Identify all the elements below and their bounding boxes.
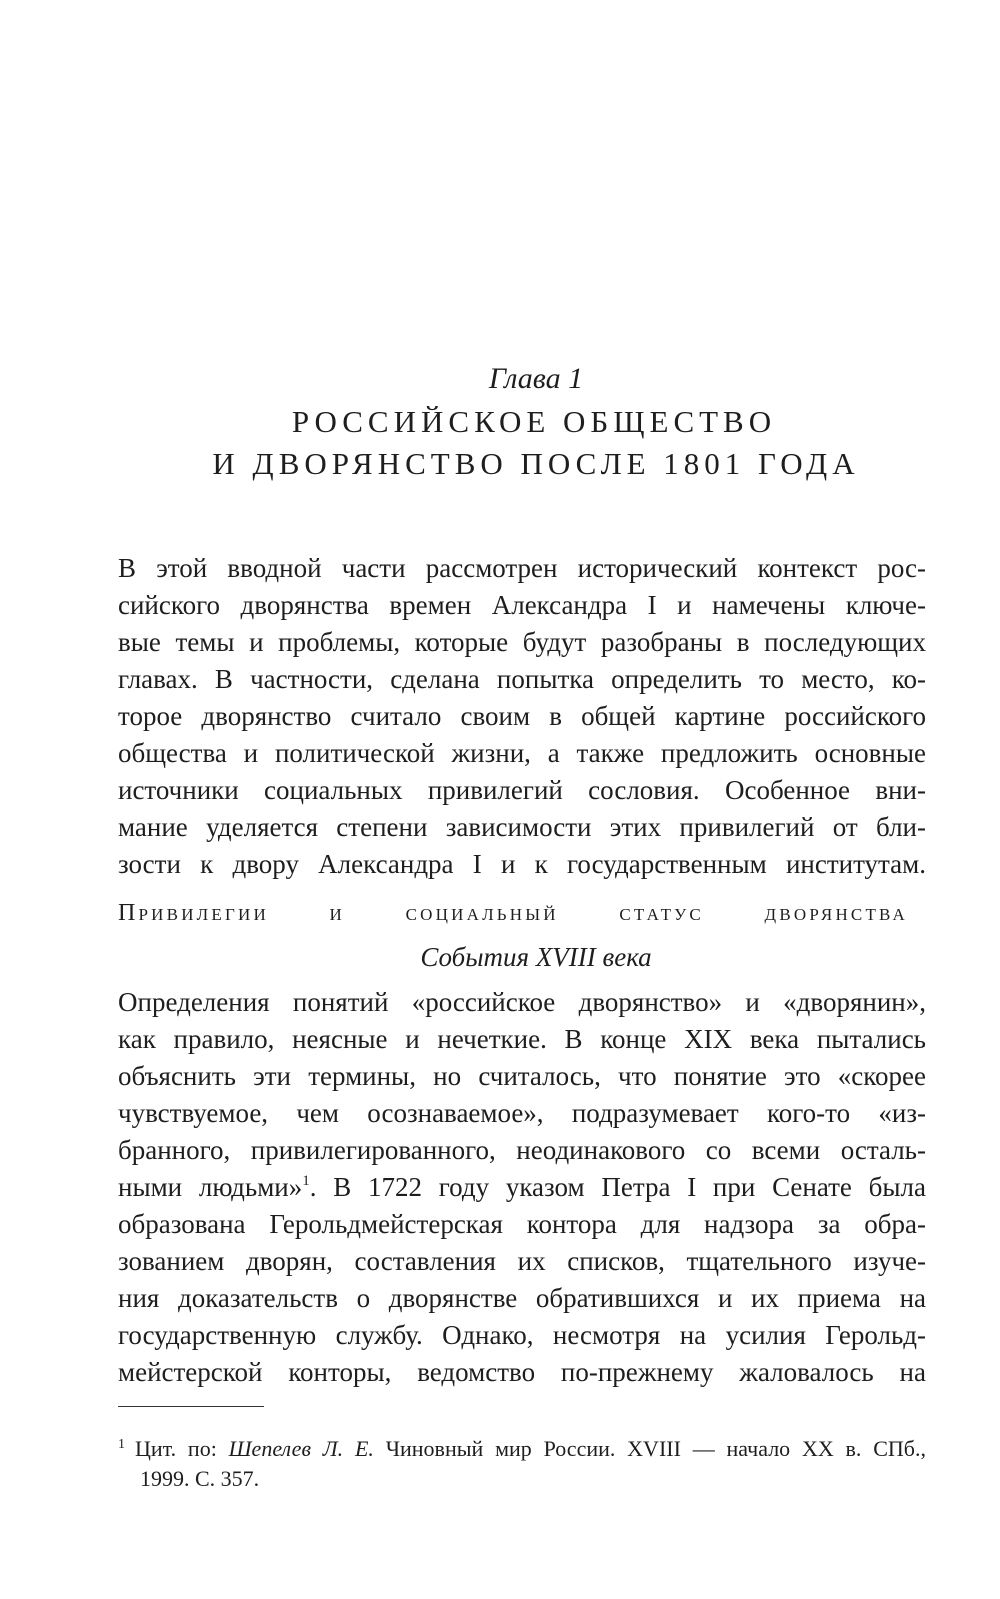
text-line: мание уделяется степени зависимости этих привилегий от бли- xyxy=(118,812,926,842)
text-line: В этой вводной части рассмотрен исторический контекст рос- xyxy=(118,553,926,583)
footnote-number: 1 xyxy=(118,1437,125,1452)
section-subheading: События XVIII века xyxy=(420,942,652,972)
text-line-with-footnote xyxy=(118,1169,926,1206)
section-heading: Привилегии и социальный статус дворянства xyxy=(118,900,908,926)
text-line: вые темы и проблемы, которые будут разобраны в последующих xyxy=(118,627,926,657)
text-line: как правило, неясные и нечеткие. В конце XIX века пытались xyxy=(118,1024,926,1054)
footnote-divider xyxy=(118,1406,264,1407)
body-paragraph xyxy=(118,984,926,1391)
intro-paragraph xyxy=(118,550,926,883)
footnote-line-1 xyxy=(118,1434,926,1464)
text-line: Определения понятий «российское дворянство» и «дворянин», xyxy=(118,987,926,1017)
text-line: источники социальных привилегий сословия. Особенное вни- xyxy=(118,775,926,805)
text-line: зости к двору Александра I и к государственным институтам. xyxy=(118,849,926,879)
chapter-title-line-1: РОССИЙСКОЕ ОБЩЕСТВО xyxy=(291,404,777,439)
text-line: ния доказательств о дворянстве обратившихся и их приема на xyxy=(118,1283,926,1313)
chapter-title-line-2: И ДВОРЯНСТВО ПОСЛЕ 1801 ГОДА xyxy=(212,446,860,481)
text-line: государственную службу. Однако, несмотря на усилия Герольд- xyxy=(118,1320,926,1350)
text-line: чувствуемое, чем осознаваемое», подразумевает кого-то «из- xyxy=(118,1098,926,1128)
footnote-prefix: Цит. по: xyxy=(135,1436,229,1461)
text-line: объяснить эти термины, но считалось, что понятие это «скорее xyxy=(118,1061,926,1091)
footnote-marker[interactable]: 1 xyxy=(302,1173,310,1189)
text-line: общества и политической жизни, а также предложить основные xyxy=(118,738,926,768)
text-line: торое дворянство считало своим в общей картине российского xyxy=(118,701,926,731)
text-fragment: . В 1722 году указом Петра I при Сенате была xyxy=(309,1172,926,1202)
text-line: образована Герольдмейстерская контора для надзора за обра- xyxy=(118,1209,926,1239)
footnote-citation: Чиновный мир России. XVIII — начало XX в. СПб., xyxy=(373,1436,926,1461)
text-line: главах. В частности, сделана попытка определить то место, ко- xyxy=(118,664,926,694)
text-line: сийского дворянства времен Александра I и намечены ключе- xyxy=(118,590,926,620)
text-line: бранного, привилегированного, неодинакового со всеми осталь- xyxy=(118,1135,926,1165)
chapter-label: Глава 1 xyxy=(488,362,584,395)
text-line: мейстерской конторы, ведомство по-прежнему жаловалось на xyxy=(118,1357,926,1387)
footnote-line-2: 1999. С. 357. xyxy=(140,1466,260,1491)
text-line: зованием дворян, составления их списков, тщательного изуче- xyxy=(118,1246,926,1276)
footnote-author: Шепелев Л. Е. xyxy=(228,1436,374,1461)
text-fragment: ными людьми» xyxy=(118,1172,303,1202)
